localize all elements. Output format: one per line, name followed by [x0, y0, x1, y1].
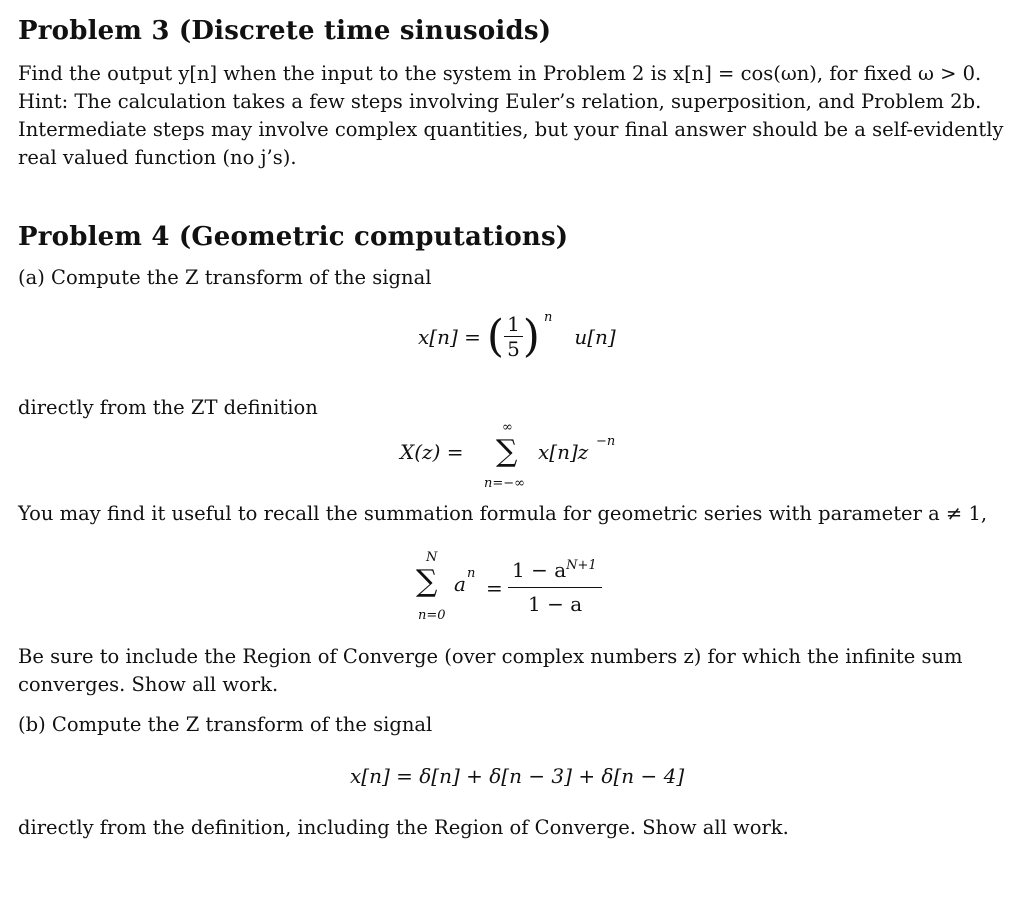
part-b-closing: directly from the definition, including the Region of Converge. Show all work.	[18, 816, 789, 839]
eq2-lhs: X(z) =	[400, 440, 464, 464]
eq3-term-exponent: n	[467, 566, 476, 581]
eq1-frac-num: 1	[504, 312, 523, 337]
roc-line-2: converges. Show all work.	[18, 673, 279, 696]
problem-3-line-3: Intermediate steps may involve complex quantities, but your final answer should be a self-evidently	[18, 118, 1004, 141]
problem-4-title: Problem 4 (Geometric computations)	[18, 222, 569, 252]
equation-signal-a: x[n] = ( $\frac{1}{5}$ ) n u[n]	[418, 310, 616, 362]
eq1-rhs: u[n]	[574, 324, 616, 349]
part-a-intro: (a) Compute the Z transform of the signal	[18, 266, 432, 289]
part-a-after-eq1: directly from the ZT definition	[18, 396, 318, 419]
eq2-term: x[n]z	[538, 440, 589, 464]
problem-3-line-1: Find the output y[n] when the input to the system in Problem 2 is x[n] = cos(ωn), for fixed ω > 0.	[18, 62, 982, 85]
problem-3-line-2: Hint: The calculation takes a few steps involving Euler’s relation, superposition, and Problem 2b.	[18, 90, 982, 113]
part-b-intro: (b) Compute the Z transform of the signal	[18, 713, 433, 736]
series-note: You may find it useful to recall the summation formula for geometric series with parameter a ≠ 1,	[18, 502, 988, 525]
equation-zt-definition	[400, 418, 630, 490]
eq3-equals: =	[486, 576, 503, 600]
eq2-exponent: −n	[596, 434, 616, 449]
eq3-num-text: 1 − a	[512, 558, 567, 582]
sum-symbol: ∑	[496, 434, 518, 469]
eq1-fraction	[504, 312, 523, 361]
problem-3-title: Problem 3 (Discrete time sinusoids)	[18, 16, 552, 46]
eq1-exponent: n	[543, 310, 553, 325]
eq1-frac-den: 5	[507, 337, 520, 361]
eq3-denominator: 1 − a	[528, 592, 583, 616]
eq3-num-exponent: N+1	[566, 558, 597, 573]
eq2-lower-limit: n=−∞	[484, 476, 525, 491]
eq1-lhs: x[n] =	[418, 324, 481, 349]
fraction-bar	[508, 587, 602, 588]
roc-line-1: Be sure to include the Region of Converge (over complex numbers z) for which the infinite sum	[18, 645, 963, 668]
eq2-upper-limit: ∞	[502, 420, 513, 435]
problem-3-line-4: real valued function (no j’s).	[18, 146, 297, 169]
eq3-lower-limit: n=0	[418, 608, 446, 623]
eq3-numerator	[512, 558, 597, 582]
sum-symbol-2: ∑	[416, 564, 438, 599]
equation-geometric-series	[410, 550, 610, 626]
eq3-upper-limit: N	[426, 550, 438, 565]
equation-signal-b: x[n] = δ[n] + δ[n − 3] + δ[n − 4]	[350, 764, 685, 788]
eq3-term: a	[454, 572, 466, 596]
